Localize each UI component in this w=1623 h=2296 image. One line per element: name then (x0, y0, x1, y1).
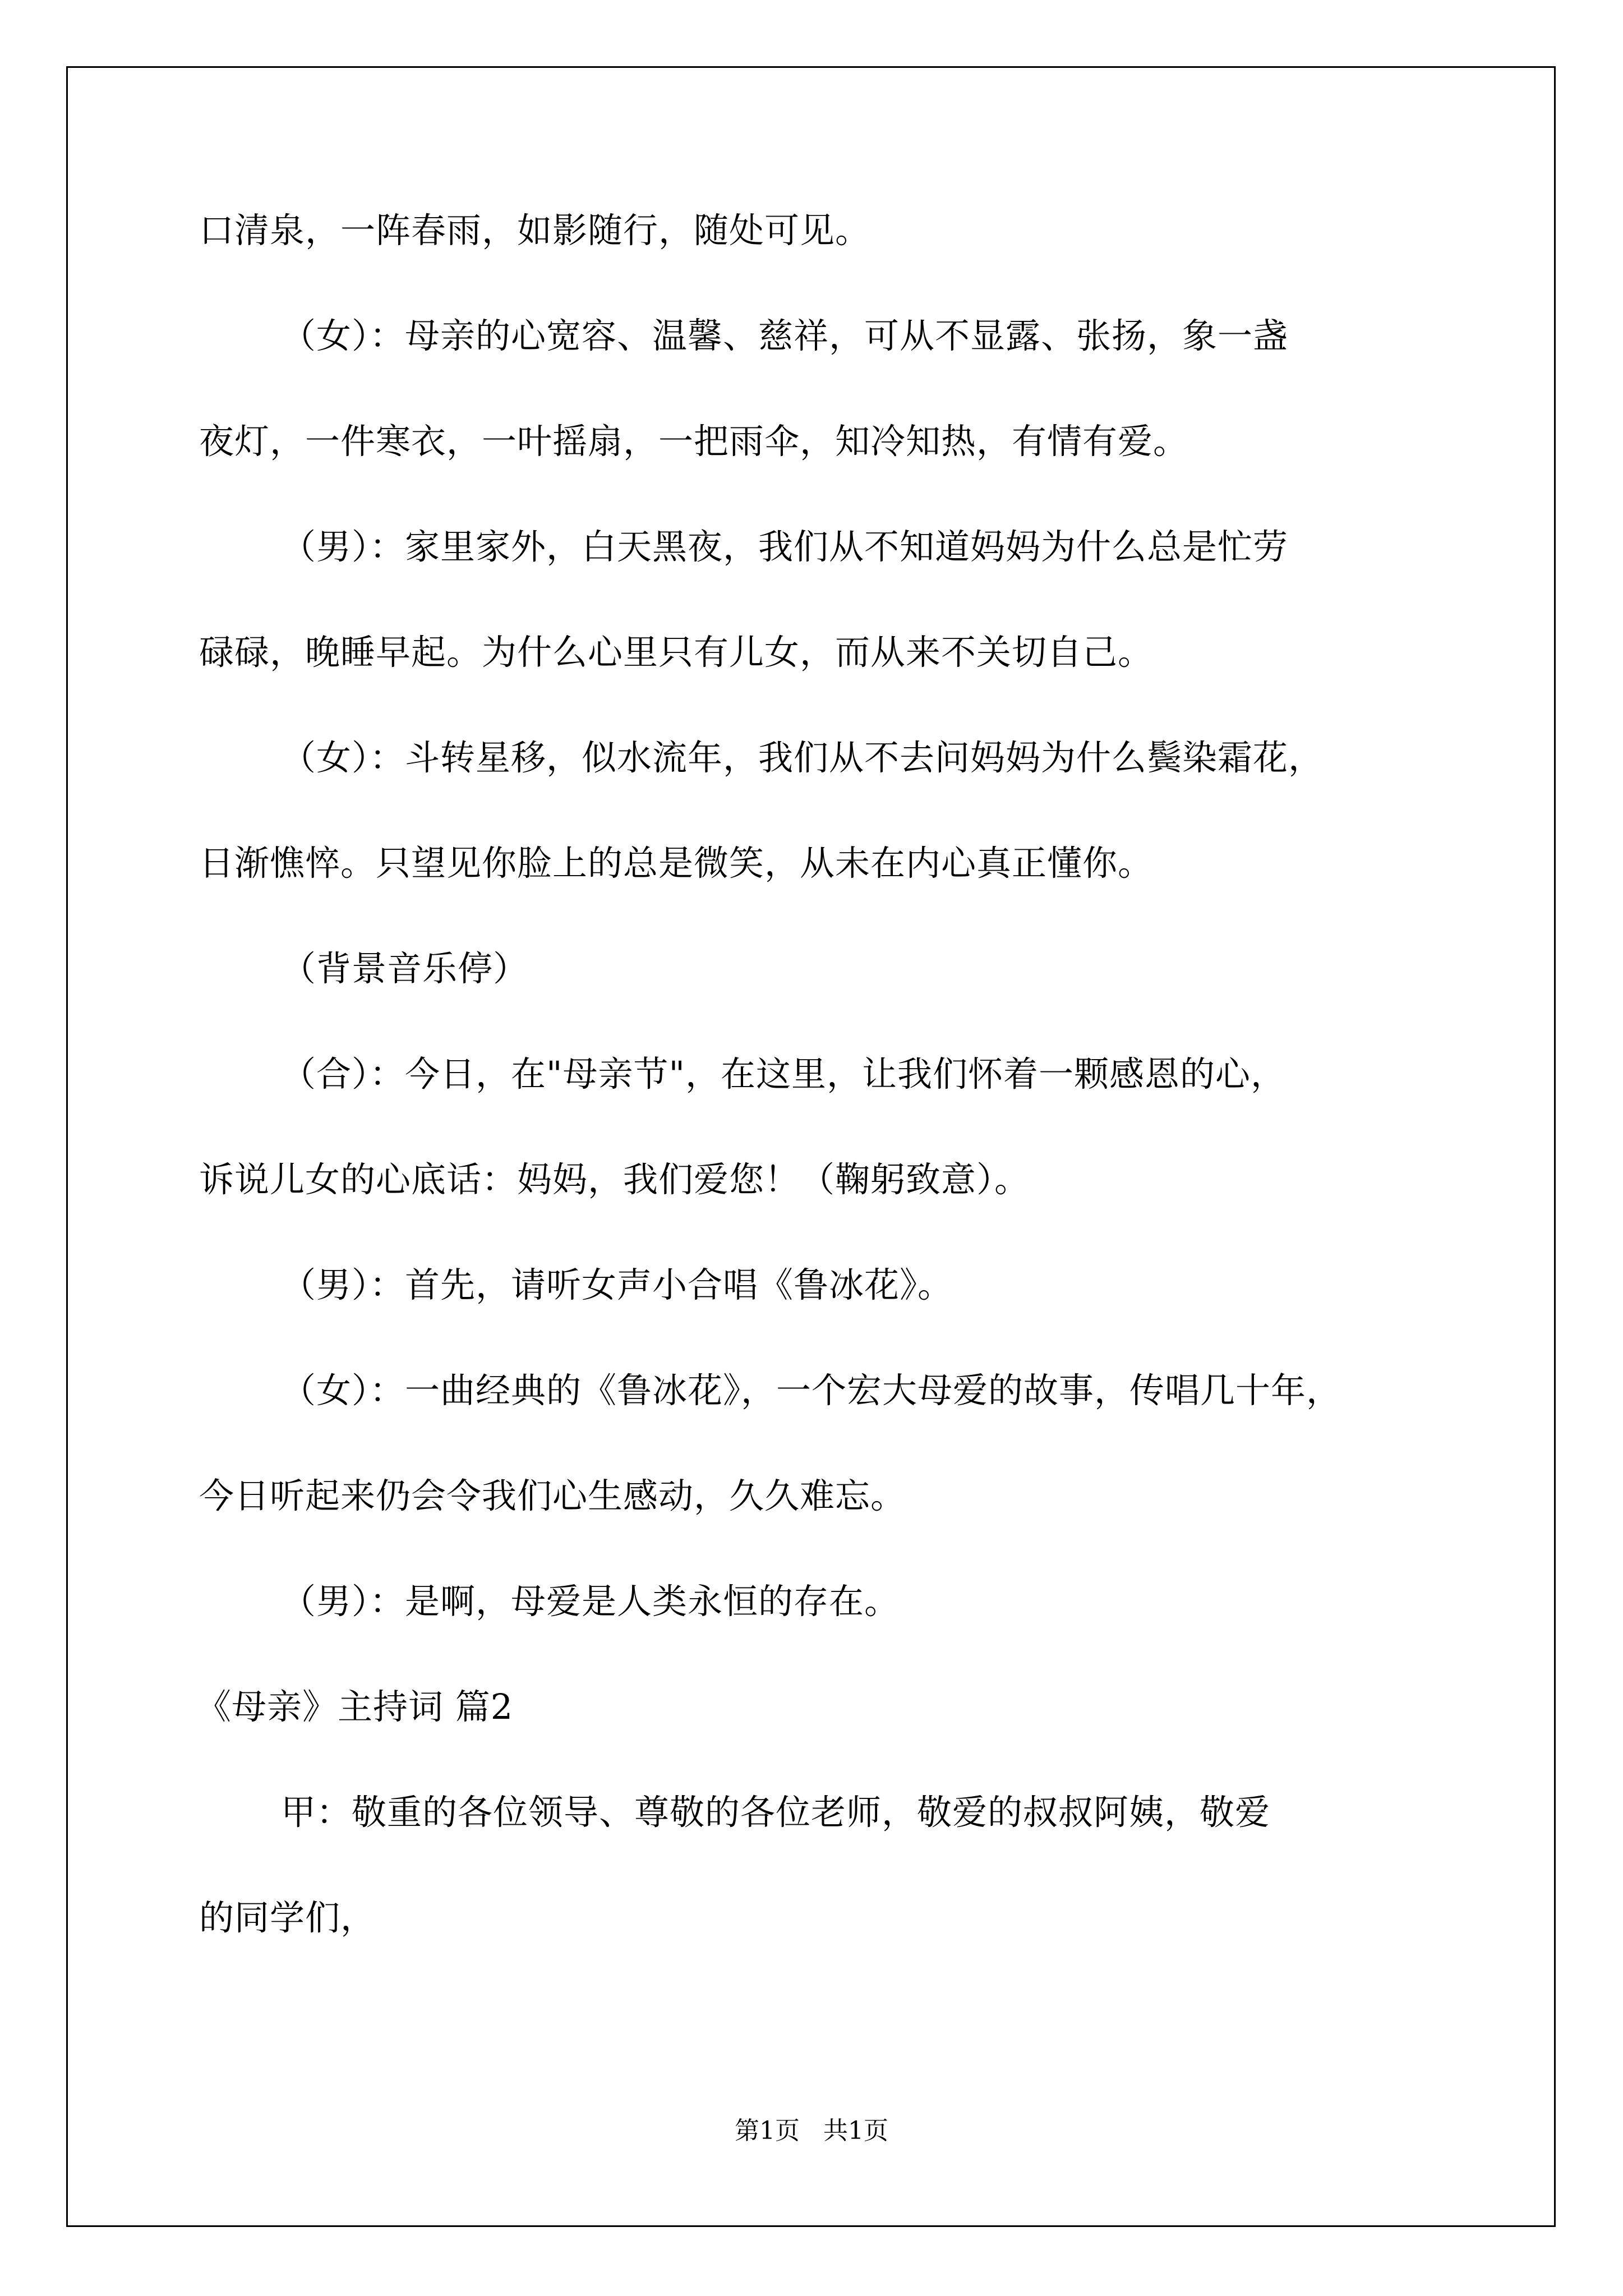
text-line: （女）：斗转星移，似水流年，我们从不去问妈妈为什么鬓染霜花， (281, 737, 1324, 778)
text-line: （女）：母亲的心宽容、温馨、慈祥，可从不显露、张扬，象一盏 (281, 315, 1289, 356)
text-line: 日渐憔悴。只望见你脸上的总是微笑，从未在内心真正懂你。 (199, 843, 1154, 884)
text-line: （男）：首先，请听女声小合唱《鲁冰花》。 (281, 1264, 953, 1305)
text-line: 今日听起来仍会令我们心生感动，久久难忘。 (199, 1475, 906, 1516)
text-line: （男）：是啊，母爱是人类永恒的存在。 (281, 1581, 900, 1622)
document-body (196, 210, 1433, 2006)
page-footer: 第1页 共1页 (735, 2116, 888, 2145)
text-line: 夜灯，一件寒衣，一叶摇扇，一把雨伞，知冷知热，有情有爱。 (199, 421, 1189, 462)
text-line: （男）：家里家外，白天黑夜，我们从不知道妈妈为什么总是忙劳 (281, 526, 1289, 567)
text-line: 的同学们， (199, 1897, 376, 1938)
text-line: （女）：一曲经典的《鲁冰花》，一个宏大母爱的故事，传唱几十年， (281, 1370, 1342, 1411)
text-line: （合）：今日，在"母亲节"，在这里，让我们怀着一颗感恩的心， (281, 1053, 1287, 1094)
text-line: 诉说儿女的心底话：妈妈，我们爱您！（鞠躬致意）。 (199, 1159, 1030, 1200)
text-line: 碌碌，晚睡早起。为什么心里只有儿女，而从来不关切自己。 (199, 632, 1154, 673)
text-line: 口清泉，一阵春雨，如影随行，随处可见。 (199, 210, 871, 251)
section-heading: 《母亲》主持词 篇2 (196, 1686, 514, 1727)
text-line: （背景音乐停） (281, 948, 529, 989)
text-line: 甲：敬重的各位领导、尊敬的各位老师，敬爱的叔叔阿姨，敬爱 (281, 1792, 1271, 1833)
